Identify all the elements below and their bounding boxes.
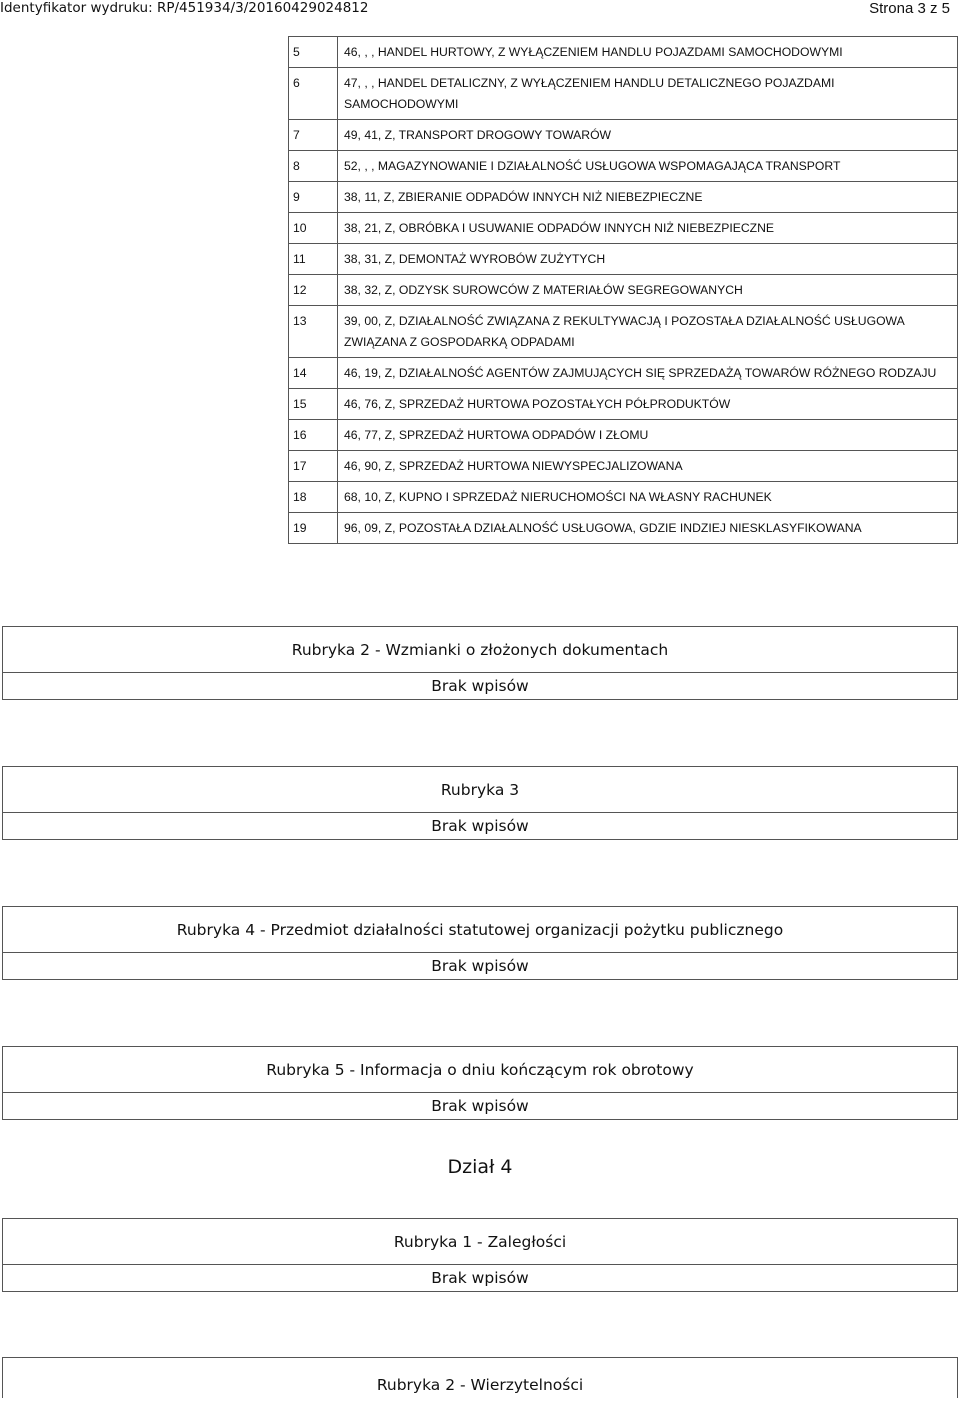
- dzial-4-heading: Dział 4: [447, 1156, 513, 1178]
- section-body: Brak wpisów: [431, 817, 529, 835]
- section-dzial4-rubryka-2: [2, 1357, 958, 1398]
- row-number: 7: [289, 120, 338, 151]
- row-activity: 39, 00, Z, DZIAŁALNOŚĆ ZWIĄZANA Z REKULTYWACJĄ I POZOSTAŁA DZIAŁALNOŚĆ USŁUGOWA ZWIĄZANA Z GOSPODARKĄ ODPADAMI: [338, 306, 958, 358]
- table-row: [289, 182, 958, 213]
- row-number: 13: [289, 306, 338, 358]
- row-activity: 46, , , HANDEL HURTOWY, Z WYŁĄCZENIEM HANDLU POJAZDAMI SAMOCHODOWYMI: [338, 37, 958, 68]
- row-number: 6: [289, 68, 338, 120]
- row-activity: 68, 10, Z, KUPNO I SPRZEDAŻ NIERUCHOMOŚCI NA WŁASNY RACHUNEK: [338, 482, 958, 513]
- row-activity: 38, 11, Z, ZBIERANIE ODPADÓW INNYCH NIŻ NIEBEZPIECZNE: [338, 182, 958, 213]
- row-number: 16: [289, 420, 338, 451]
- section-rubryka-5: [2, 1046, 958, 1120]
- row-number: 10: [289, 213, 338, 244]
- row-number: 18: [289, 482, 338, 513]
- row-activity: 47, , , HANDEL DETALICZNY, Z WYŁĄCZENIEM HANDLU DETALICZNEGO POJAZDAMI SAMOCHODOWYMI: [338, 68, 958, 120]
- table-row: [289, 213, 958, 244]
- table-row: [289, 37, 958, 68]
- table-row: [289, 151, 958, 182]
- section-title: Rubryka 1 - Zaległości: [3, 1219, 957, 1265]
- table-row: [289, 389, 958, 420]
- section-title: Rubryka 3: [3, 767, 957, 813]
- section-rubryka-3: [2, 766, 958, 840]
- row-number: 19: [289, 513, 338, 544]
- table-row: [289, 275, 958, 306]
- row-activity: 46, 77, Z, SPRZEDAŻ HURTOWA ODPADÓW I ZŁOMU: [338, 420, 958, 451]
- table-row: [289, 306, 958, 358]
- section-title: Rubryka 2 - Wzmianki o złożonych dokumentach: [3, 627, 957, 673]
- row-number: 8: [289, 151, 338, 182]
- row-activity: 96, 09, Z, POZOSTAŁA DZIAŁALNOŚĆ USŁUGOWA, GDZIE INDZIEJ NIESKLASYFIKOWANA: [338, 513, 958, 544]
- row-activity: 52, , , MAGAZYNOWANIE I DZIAŁALNOŚĆ USŁUGOWA WSPOMAGAJĄCA TRANSPORT: [338, 151, 958, 182]
- row-number: 14: [289, 358, 338, 389]
- row-activity: 38, 21, Z, OBRÓBKA I USUWANIE ODPADÓW INNYCH NIŻ NIEBEZPIECZNE: [338, 213, 958, 244]
- row-activity: 38, 31, Z, DEMONTAŻ WYROBÓW ZUŻYTYCH: [338, 244, 958, 275]
- table-row: [289, 420, 958, 451]
- section-title: Rubryka 5 - Informacja o dniu kończącym rok obrotowy: [3, 1047, 957, 1093]
- section-rubryka-4: [2, 906, 958, 980]
- section-body: Brak wpisów: [431, 1097, 529, 1115]
- table-row: [289, 482, 958, 513]
- page-header: [0, 0, 960, 16]
- section-title: Rubryka 2 - Wierzytelności: [376, 1376, 584, 1394]
- pkd-table-body: [289, 37, 958, 544]
- row-number: 12: [289, 275, 338, 306]
- row-number: 9: [289, 182, 338, 213]
- table-row: [289, 244, 958, 275]
- row-number: 17: [289, 451, 338, 482]
- row-number: 5: [289, 37, 338, 68]
- row-number: 11: [289, 244, 338, 275]
- section-body: Brak wpisów: [431, 677, 529, 695]
- section-dzial4-rubryka-1: [2, 1218, 958, 1292]
- section-title: Rubryka 4 - Przedmiot działalności statutowej organizacji pożytku publicznego: [3, 907, 957, 953]
- table-row: [289, 451, 958, 482]
- row-activity: 46, 19, Z, DZIAŁALNOŚĆ AGENTÓW ZAJMUJĄCYCH SIĘ SPRZEDAŻĄ TOWARÓW RÓŻNEGO RODZAJU: [338, 358, 958, 389]
- table-row: [289, 68, 958, 120]
- table-row: [289, 120, 958, 151]
- section-rubryka-2: [2, 626, 958, 700]
- row-activity: 49, 41, Z, TRANSPORT DROGOWY TOWARÓW: [338, 120, 958, 151]
- row-number: 15: [289, 389, 338, 420]
- row-activity: 46, 90, Z, SPRZEDAŻ HURTOWA NIEWYSPECJALIZOWANA: [338, 451, 958, 482]
- row-activity: 38, 32, Z, ODZYSK SUROWCÓW Z MATERIAŁÓW SEGREGOWANYCH: [338, 275, 958, 306]
- print-identifier: Identyfikator wydruku: RP/451934/3/20160429024812: [0, 0, 369, 16]
- table-row: [289, 513, 958, 544]
- page-number: Strona 3 z 5: [869, 0, 950, 17]
- row-activity: 46, 76, Z, SPRZEDAŻ HURTOWA POZOSTAŁYCH PÓŁPRODUKTÓW: [338, 389, 958, 420]
- table-row: [289, 358, 958, 389]
- pkd-activity-table: [288, 36, 958, 544]
- section-body: Brak wpisów: [431, 957, 529, 975]
- section-body: Brak wpisów: [431, 1269, 529, 1287]
